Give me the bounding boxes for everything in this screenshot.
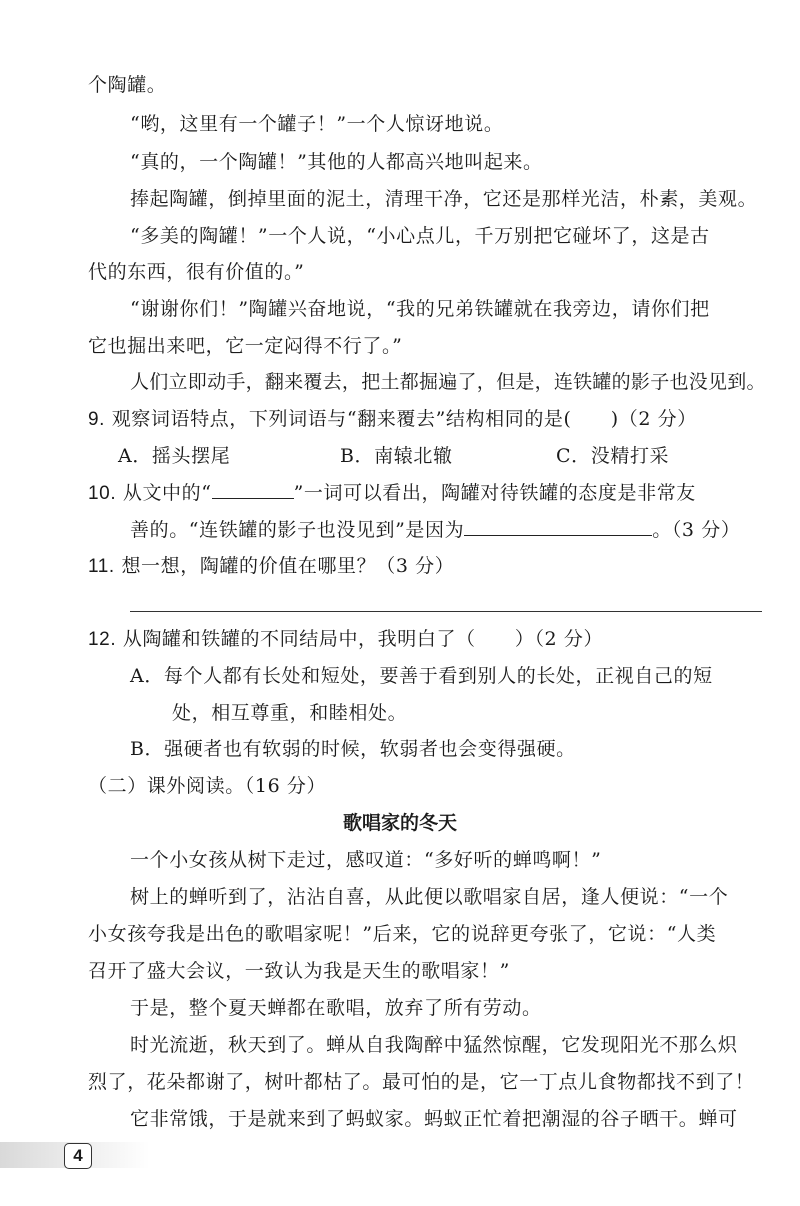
passage2-title: 歌唱家的冬天	[342, 812, 457, 834]
passage1-line-2: “哟，这里有一个罐子！”一个人惊讶地说。	[130, 113, 504, 135]
question-12-option-a-line-2: 处，相互尊重，和睦相处。	[172, 702, 408, 724]
passage1-line-8: 它也掘出来吧，它一定闷得不行了。”	[88, 335, 403, 357]
passage1-line-5: “多美的陶罐！”一个人说，“小心点儿，千万别把它碰坏了，这是古	[130, 225, 710, 247]
passage1-line-4: 捧起陶罐，倒掉里面的泥土，清理干净，它还是那样光洁，朴素，美观。	[130, 188, 758, 210]
question-10-blank-reason[interactable]	[464, 517, 652, 536]
passage1-line-3: “真的，一个陶罐！”其他的人都高兴地叫起来。	[130, 151, 543, 173]
passage2-line-3: 小女孩夸我是出色的歌唱家呢！”后来，它的说辞更夸张了，它说：“人类	[88, 923, 717, 945]
passage1-line-1: 个陶罐。	[88, 74, 167, 96]
question-9-option-a: A．摇头摆尾	[118, 445, 231, 467]
passage2-line-7: 烈了，花朵都谢了，树叶都枯了。最可怕的是，它一丁点儿食物都找不到了！	[88, 1071, 755, 1093]
question-12	[88, 626, 603, 653]
passage2-line-2: 树上的蝉听到了，沾沾自喜，从此便以歌唱家自居，逢人便说：“一个	[130, 886, 729, 908]
passage2-line-1: 一个小女孩从树下走过，感叹道：“多好听的蝉鸣啊！”	[130, 849, 602, 871]
question-9	[88, 406, 697, 433]
question-10	[88, 480, 696, 507]
passage1-line-7: “谢谢你们！”陶罐兴奋地说，“我的兄弟铁罐就在我旁边，请你们把	[130, 298, 710, 320]
question-9-option-c: C．没精打采	[556, 445, 670, 467]
question-11-answer-line[interactable]	[130, 611, 762, 612]
question-12-option-b: B．强硬者也有软弱的时候，软弱者也会变得强硬。	[130, 738, 576, 760]
question-9-text: 观察词语特点，下列词语与“翻来覆去”结构相同的是( )（2 分）	[111, 408, 697, 430]
question-10-text-d: 。（3 分）	[652, 519, 741, 541]
passage2-line-8: 它非常饿，于是就来到了蚂蚁家。蚂蚁正忙着把潮湿的谷子晒干。蝉可	[130, 1108, 738, 1130]
passage2-line-6: 时光流逝，秋天到了。蝉从自我陶醉中猛然惊醒，它发现阳光不那么炽	[130, 1034, 738, 1056]
question-10-number: 10.	[88, 483, 117, 504]
question-12-number: 12.	[88, 629, 117, 650]
question-12-text: 从陶罐和铁罐的不同结局中，我明白了（ ）（2 分）	[122, 628, 604, 650]
question-9-option-b: B．南辕北辙	[340, 445, 453, 467]
question-10-text-a: 从文中的“	[122, 482, 212, 504]
question-11-text: 想一想，陶罐的价值在哪里？（3 分）	[121, 555, 455, 577]
section-heading: （二）课外阅读。（16 分）	[88, 775, 327, 797]
question-10-line-2	[130, 517, 740, 543]
question-11-number: 11.	[88, 556, 115, 577]
question-9-number: 9.	[88, 409, 106, 430]
question-12-option-a-line-1: A．每个人都有长处和短处，要善于看到别人的长处，正视自己的短	[130, 665, 713, 687]
page-number: 4	[64, 1143, 92, 1169]
question-11	[88, 553, 454, 580]
passage1-line-6: 代的东西，很有价值的。”	[88, 261, 305, 283]
passage1-line-9: 人们立即动手，翻来覆去，把土都掘遍了，但是，连铁罐的影子也没见到。	[130, 371, 766, 393]
passage2-line-4: 召开了盛大会议，一致认为我是天生的歌唱家！”	[88, 960, 510, 982]
passage2-line-5: 于是，整个夏天蝉都在歌唱，放弃了所有劳动。	[130, 997, 542, 1019]
question-10-blank-word[interactable]	[212, 480, 294, 499]
question-10-text-c: 善的。“连铁罐的影子也没见到”是因为	[130, 519, 465, 541]
question-10-text-b: ”一词可以看出，陶罐对待铁罐的态度是非常友	[293, 482, 696, 504]
